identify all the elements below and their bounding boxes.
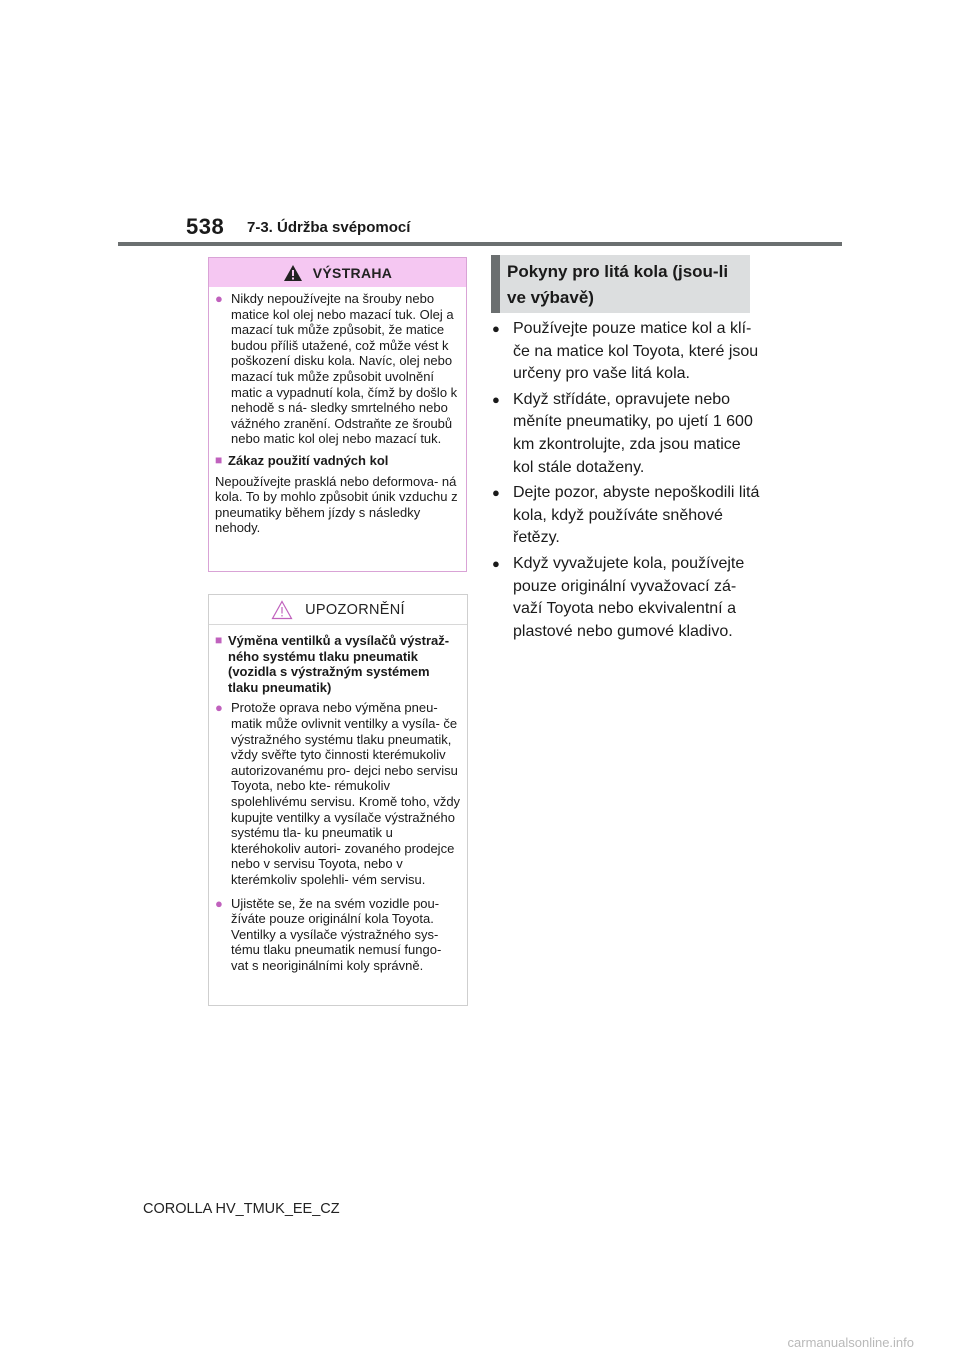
bullet-icon: ● — [215, 291, 223, 306]
watermark: carmanualsonline.info — [787, 1335, 914, 1350]
caution-box — [208, 594, 468, 1006]
section-title: 7-3. Údržba svépomocí — [247, 219, 411, 236]
bullet-icon: ● — [215, 895, 223, 911]
warning-header — [209, 258, 466, 287]
caution-subheading: ■ Výměna ventilků a vysílačů výstraž- ného systému tlaku pneumatik (vozidla s výstražným systémem tlaku pneumatik) — [215, 633, 450, 695]
warning-box — [208, 257, 467, 572]
tip-item: ● Dejte pozor, abyste nepoškodili litá kola, když používáte sněhové řetězy. — [490, 482, 765, 550]
tip-item: ● Když vyvažujete kola, používejte pouze originální vyvažovací zá- važí Toyota nebo ekvivalentní a plastové nebo gumové kladivo. — [490, 553, 765, 643]
header-divider — [118, 242, 842, 246]
warning-triangle-icon — [283, 264, 303, 282]
warning-subheading-text: Nepoužívejte prasklá nebo deformova- ná kola. To by mohlo způsobit únik vzduchu z pneumatiky během jízdy s následky nehody. — [215, 473, 458, 536]
tips-heading: Pokyny pro litá kola (jsou-li ve výbavě) — [491, 255, 750, 313]
warning-title: VÝSTRAHA — [312, 264, 393, 281]
bullet-icon: ● — [492, 391, 500, 407]
caution-triangle-icon — [271, 600, 293, 620]
square-bullet-icon: ■ — [215, 633, 223, 647]
warning-subheading: ■ Zákaz použití vadných kol — [215, 452, 389, 468]
page-number: 538 — [186, 214, 225, 239]
bullet-icon: ● — [492, 485, 500, 501]
tip-item: ● Používejte pouze matice kol a klí- če na matice kol Toyota, které jsou určeny pro vaše litá kola. — [490, 318, 765, 386]
tip-item: ● Když střídáte, opravujete nebo měníte pneumatiky, po ujetí 1 600 km zkontrolujte, zda jsou matice kol stále dotaženy. — [490, 389, 765, 479]
caution-item: ● Ujistěte se, že na svém vozidle pou- žíváte pouze originální kola Toyota. Ventilky a vysílače výstražného sys- tému tlaku pneumatik nemusí fungo- vat s neoriginálními koly správně. — [215, 895, 442, 973]
bullet-icon: ● — [492, 321, 500, 336]
tips-list — [490, 318, 765, 646]
footer-model: COROLLA HV_TMUK_EE_CZ — [143, 1201, 340, 1217]
caution-header — [209, 595, 467, 625]
bullet-icon: ● — [215, 700, 223, 716]
bullet-icon: ● — [492, 555, 500, 571]
warning-item: ● Nikdy nepoužívejte na šrouby nebo matice kol olej nebo mazací tuk. Olej a mazací tuk může způsobit, že matice budou příliš utažené, což může vést k poškození disku kola. Navíc, olej nebo mazací tuk může způsobit uvolnění matic a vypadnutí kola, čímž by došlo k nehodě s ná- sledky smrtelného nebo vážného zranění. Odstraňte ze šroubů nebo matic kol olej nebo mazací tuk. — [215, 291, 458, 447]
square-bullet-icon: ■ — [215, 452, 223, 467]
caution-title: UPOZORNĚNÍ — [305, 601, 405, 618]
caution-item: ● Protože oprava nebo výměna pneu- matik může ovlivnit ventilky a vysíla- če výstražného systému tlaku pneumatik, vždy svěřte tyto činnosti kterémukoliv autorizovanému pro- dejci nebo servisu Toyota, nebo kte- rémukoliv spolehlivému servisu. Kromě toho, vždy kupujte ventilky a vysílače výstražného systému tla- ku pneumatik u kteréhokoliv autori- zovaného prodejce nebo v servisu Toyota, nebo v kterémkoliv spolehli- vém servisu. — [215, 700, 461, 887]
